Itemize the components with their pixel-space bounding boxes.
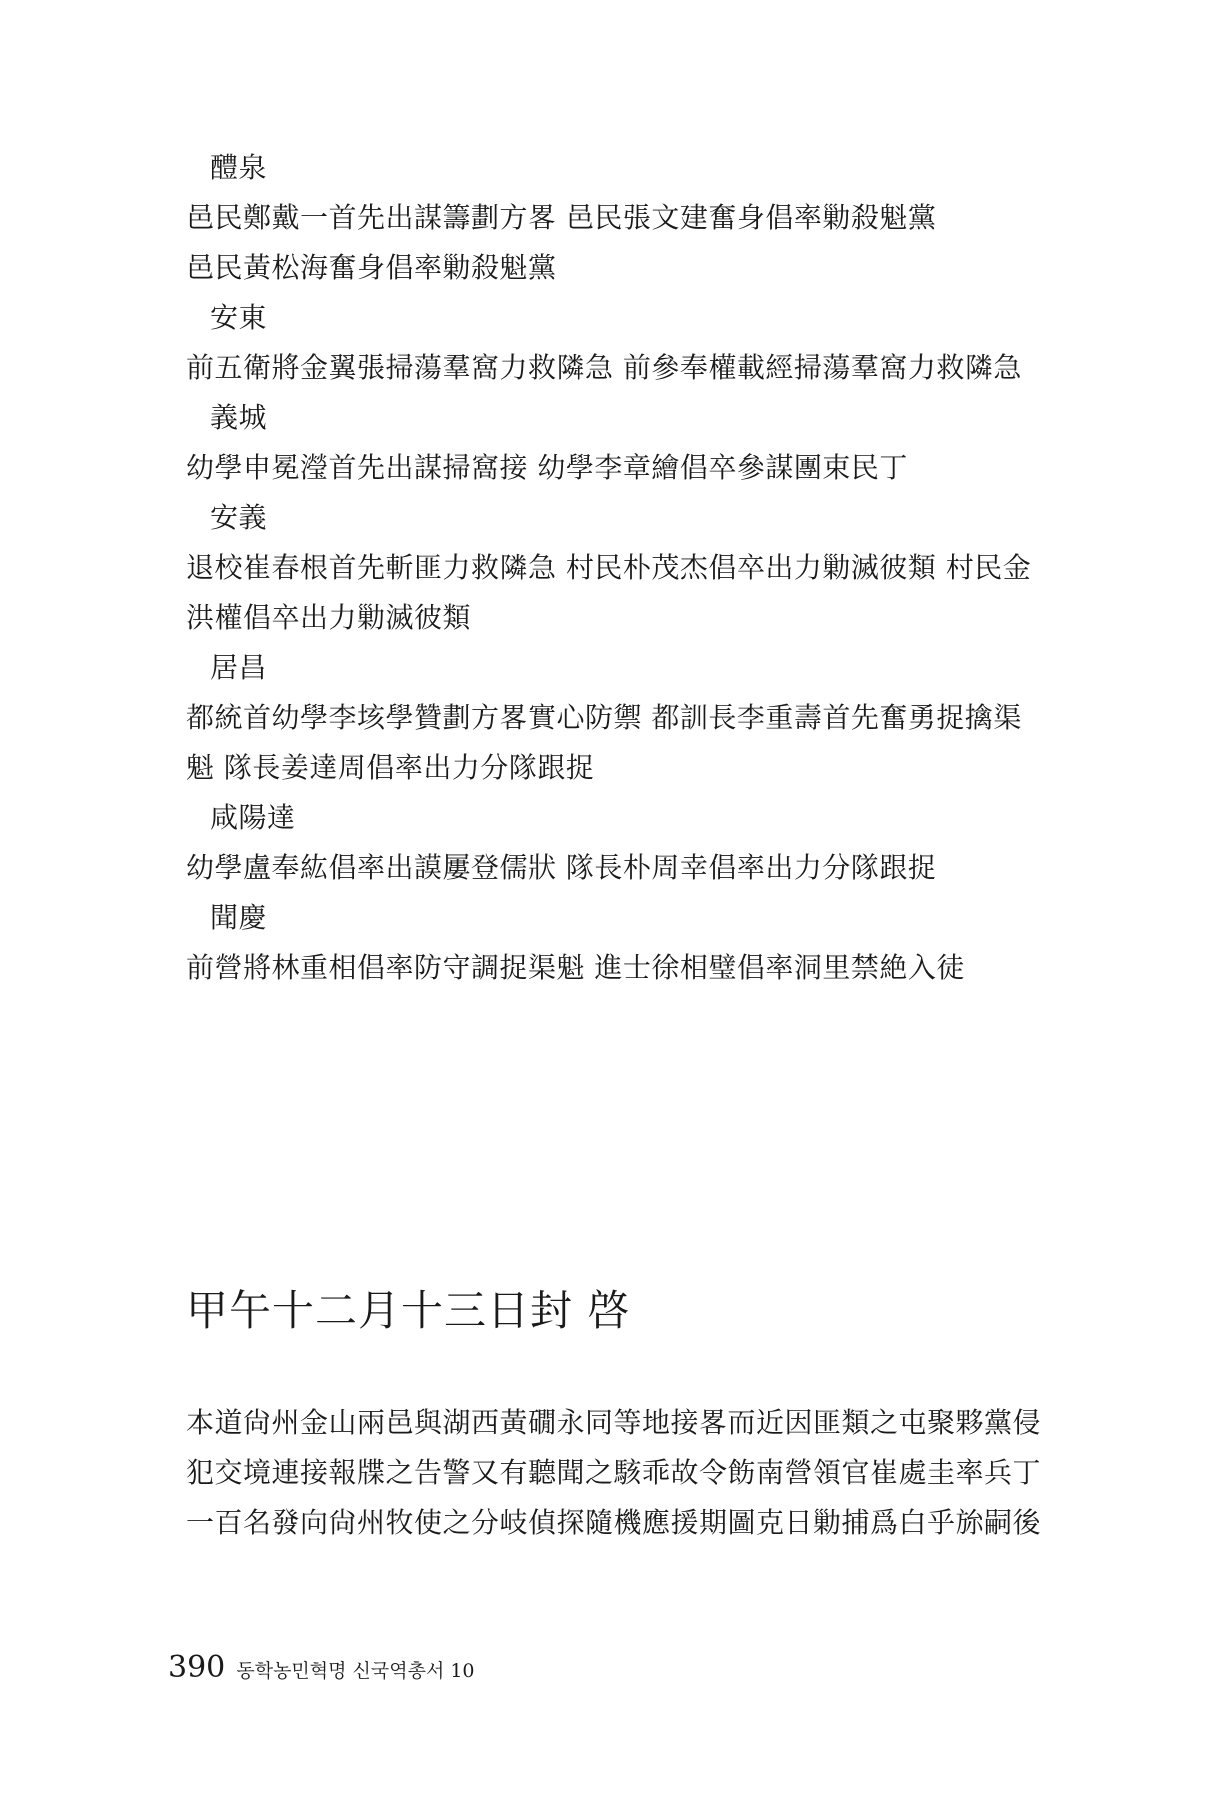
text-line: 前營將林重相倡率防守調捉渠魁 進士徐相璧倡率洞里禁絶入徒 xyxy=(186,951,965,984)
text-line: 前五衛將金翼張掃蕩羣窩力救隣急 前參奉權載經掃蕩羣窩力救隣急 xyxy=(186,351,1022,384)
place-heading-yecheon: 醴泉 xyxy=(210,151,268,184)
text-line: 都統首幼學李垓學贊劃方畧實心防禦 都訓長李重壽首先奮勇捉擒渠 xyxy=(186,701,1022,734)
text-line: 本道尙州金山兩邑與湖西黃礀永同等地接畧而近因匪類之屯聚夥黨侵 xyxy=(186,1406,1042,1439)
place-heading-anui: 安義 xyxy=(210,501,268,534)
text-line: 邑民黃松海奮身倡率勦殺魁黨 xyxy=(186,251,557,284)
text-line: 幼學申冕瀅首先出謀掃窩接 幼學李章繪倡卒參謀團束民丁 xyxy=(186,451,908,484)
place-heading-uiseong: 義城 xyxy=(210,401,268,434)
place-heading-andong: 安東 xyxy=(210,301,268,334)
text-line: 一百名發向尙州牧使之分岐偵探隨機應援期圖克日勦捕爲白乎旀嗣後 xyxy=(186,1506,1042,1539)
page-footer xyxy=(168,1648,475,1692)
place-heading-hamyang: 咸陽達 xyxy=(210,801,296,834)
section-heading: 甲午十二月十三日封 啓 xyxy=(186,1286,631,1335)
text-line: 邑民鄭戴一首先出謀籌劃方畧 邑民張文建奮身倡率勦殺魁黨 xyxy=(186,201,937,234)
text-line: 魁 隊長姜達周倡率出力分隊跟捉 xyxy=(186,751,595,784)
series-title: 동학농민혁명 신국역총서 10 xyxy=(236,1660,475,1682)
text-line: 犯交境連接報牒之告警又有聽聞之駭乖故令飭南營領官崔處圭率兵丁 xyxy=(186,1456,1042,1489)
place-heading-geochang: 居昌 xyxy=(210,651,268,684)
text-line: 幼學盧奉紘倡率出謨屢登儒狀 隊長朴周幸倡率出力分隊跟捉 xyxy=(186,851,937,884)
page-number: 390 xyxy=(168,1650,226,1685)
text-line: 退校崔春根首先斬匪力救隣急 村民朴茂杰倡卒出力勦滅彼類 村民金 xyxy=(186,551,1032,584)
text-line: 洪權倡卒出力勦滅彼類 xyxy=(186,601,472,634)
place-heading-mungyeong: 聞慶 xyxy=(210,901,268,934)
